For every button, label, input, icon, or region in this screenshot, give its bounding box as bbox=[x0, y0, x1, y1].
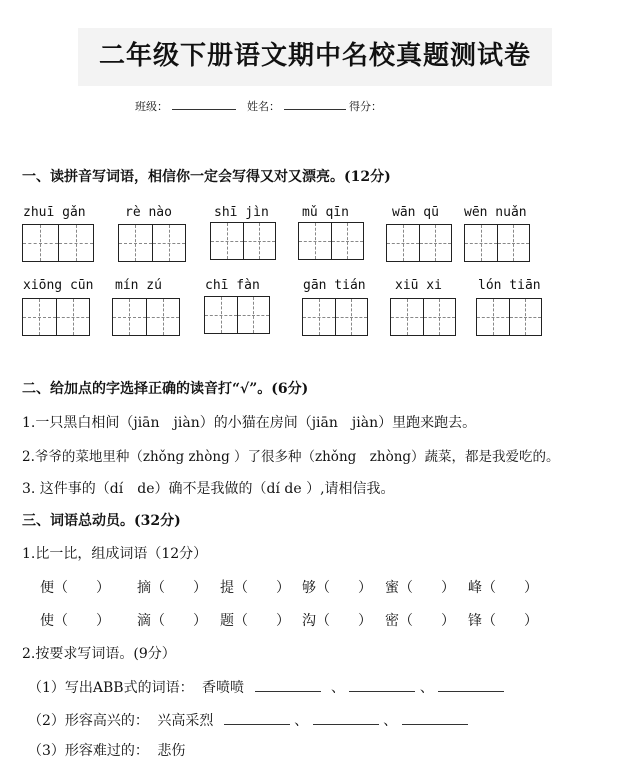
pinyin-2: rè nào bbox=[125, 205, 172, 220]
pinyin-7: xiōng cūn bbox=[23, 278, 94, 293]
writing-grid-11[interactable] bbox=[390, 298, 456, 336]
sad-example: 悲伤 bbox=[157, 743, 186, 759]
pinyin-5: wān qū bbox=[392, 205, 439, 220]
writing-grid-10[interactable] bbox=[302, 298, 368, 336]
happy-blank-2[interactable] bbox=[313, 712, 379, 725]
section2-heading: 二、给加点的字选择正确的读音打“√”。(6分) bbox=[22, 381, 309, 397]
word-pair-12[interactable]: 锋（ ） bbox=[468, 613, 538, 629]
writing-grid-6[interactable] bbox=[464, 224, 530, 262]
score-label: 得分： bbox=[349, 100, 382, 113]
abb-words bbox=[28, 677, 504, 697]
abb-blank-3[interactable] bbox=[438, 679, 504, 692]
happy-example: 兴高采烈 bbox=[157, 713, 214, 729]
writing-grid-12[interactable] bbox=[476, 298, 542, 336]
happy-blank-3[interactable] bbox=[402, 712, 468, 725]
section1-heading: 一、读拼音写词语，相信你一定会写得又对又漂亮。(12分) bbox=[22, 169, 391, 185]
pinyin-6: wēn nuǎn bbox=[464, 205, 527, 220]
abb-blank-2[interactable] bbox=[349, 679, 415, 692]
section3-sub1: 1.比一比，组成词语（12分） bbox=[22, 546, 208, 562]
writing-grid-3[interactable] bbox=[210, 222, 276, 260]
word-pair-11[interactable]: 密（ ） bbox=[385, 613, 455, 629]
class-field[interactable] bbox=[172, 99, 236, 110]
abb-label: （1）写出ABB式的词语： bbox=[28, 680, 194, 696]
happy-blank-1[interactable] bbox=[224, 712, 290, 725]
pinyin-3: shī jìn bbox=[214, 205, 269, 220]
writing-grid-9[interactable] bbox=[204, 296, 270, 334]
pinyin-10: gān tián bbox=[303, 278, 366, 293]
class-label: 班级： bbox=[135, 100, 168, 113]
happy-sep-2: 、 bbox=[383, 713, 398, 729]
page-title: 二年级下册语文期中名校真题测试卷 bbox=[98, 41, 531, 71]
pinyin-11: xiū xi bbox=[395, 278, 442, 293]
pinyin-12: lón tiān bbox=[478, 278, 541, 293]
pinyin-4: mǔ qīn bbox=[302, 205, 349, 220]
writing-grid-7[interactable] bbox=[22, 298, 90, 336]
name-field[interactable] bbox=[284, 99, 346, 110]
word-pair-3[interactable]: 提（ ） bbox=[220, 580, 290, 596]
happy-words bbox=[28, 710, 468, 730]
word-pair-9[interactable]: 题（ ） bbox=[220, 613, 290, 629]
word-pair-7[interactable]: 使（ ） bbox=[40, 613, 110, 629]
word-pair-1[interactable]: 便（ ） bbox=[40, 580, 110, 596]
abb-sep-1: 、 bbox=[330, 680, 345, 696]
sad-words bbox=[28, 740, 185, 760]
writing-grid-2[interactable] bbox=[118, 224, 186, 262]
section3-sub2: 2.按要求写词语。(9分） bbox=[22, 646, 176, 662]
question-2-2: 2.爷爷的菜地里种（zhǒng zhòng ）了很多种（zhǒng zhòng）蔬菜，都是我爱吃的。 bbox=[22, 449, 560, 465]
writing-grid-4[interactable] bbox=[298, 222, 364, 260]
writing-grid-1[interactable] bbox=[22, 224, 94, 262]
question-2-3: 3. 这件事的（dí de）确不是我做的（dí de ）,请相信我。 bbox=[22, 481, 395, 497]
writing-grid-5[interactable] bbox=[386, 224, 452, 262]
word-pair-8[interactable]: 滴（ ） bbox=[137, 613, 207, 629]
student-info bbox=[135, 98, 382, 114]
section3-heading: 三、词语总动员。(32分) bbox=[22, 513, 181, 529]
word-pair-10[interactable]: 沟（ ） bbox=[302, 613, 372, 629]
abb-blank-1[interactable] bbox=[255, 679, 321, 692]
name-label: 姓名： bbox=[247, 100, 280, 113]
abb-example: 香喷喷 bbox=[202, 680, 245, 696]
question-2-1: 1.一只黑白相间（jiān jiàn）的小猫在房间（jiān jiàn）里跑来跑去。 bbox=[22, 415, 477, 431]
title-banner bbox=[78, 28, 552, 86]
sad-label: （3）形容难过的： bbox=[28, 743, 149, 759]
pinyin-8: mín zú bbox=[115, 278, 162, 293]
pinyin-1: zhuī gǎn bbox=[23, 205, 86, 220]
word-pair-5[interactable]: 蜜（ ） bbox=[385, 580, 455, 596]
writing-grid-8[interactable] bbox=[112, 298, 180, 336]
abb-sep-2: 、 bbox=[419, 680, 434, 696]
word-pair-2[interactable]: 摘（ ） bbox=[137, 580, 207, 596]
happy-sep-1: 、 bbox=[294, 713, 309, 729]
pinyin-9: chī fàn bbox=[205, 278, 260, 293]
word-pair-6[interactable]: 峰（ ） bbox=[468, 580, 538, 596]
happy-label: （2）形容高兴的： bbox=[28, 713, 149, 729]
word-pair-4[interactable]: 够（ ） bbox=[302, 580, 372, 596]
